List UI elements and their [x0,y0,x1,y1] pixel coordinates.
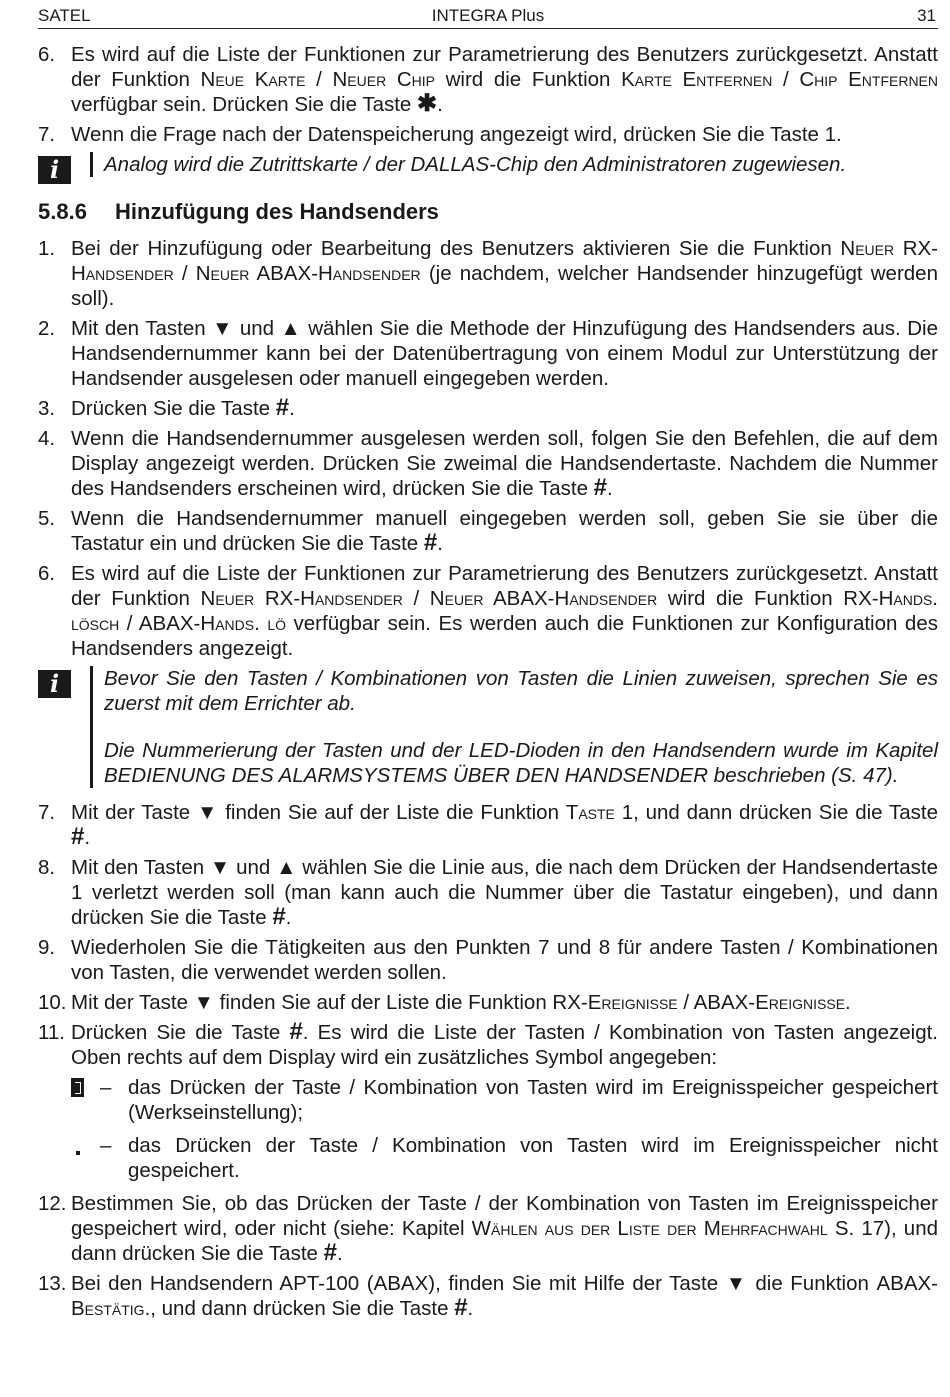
list-item [38,1191,938,1266]
list-item [38,42,938,117]
text-run: verfügbar sein. Drücken Sie die Taste [71,93,418,116]
list-item [38,426,938,501]
text-run: Karte Entfernen / Chip Entfernen [621,68,938,91]
header-brand: SATEL [38,6,91,25]
list-item [38,855,938,930]
page-number: 31 [917,6,936,25]
item-text [71,123,842,146]
key-symbol: # [71,823,85,850]
item-text [71,394,295,421]
step-list-top [38,42,938,147]
info-icon: i [38,156,71,184]
list-item [38,1271,938,1321]
item-text [71,1272,938,1320]
text-run: Neuer RX-Handsender / Neuer ABAX-Handsender [71,237,939,285]
info-note [38,152,938,184]
text-run: Taste [565,801,615,824]
item-number: 3. [38,397,56,420]
text-run: Wenn die Frage nach der Datenspeicherung angezeigt wird, drücken Sie die Taste 1. [71,123,842,146]
list-item [38,506,938,556]
item-number: 6. [38,43,56,66]
item-text [71,507,938,555]
text-run: Bei den Handsendern APT-100 (ABAX), finden Sie mit Hilfe der Taste ▼ die Funktion [71,1272,877,1295]
note-divider [90,152,93,177]
key-symbol: # [454,1294,468,1321]
text-run: , und dann drücken Sie die Taste [150,1297,455,1320]
info-icon: i [38,670,71,698]
list-item [38,236,938,311]
key-symbol: # [275,394,290,421]
item-number: 11. [38,1021,65,1044]
section-number: 5.8.6 [38,199,87,224]
item-text [71,936,938,984]
list-item [38,990,938,1015]
text-run: Wählen aus der Liste der Mehrfachwahl [471,1217,828,1240]
item-number: 8. [38,856,56,879]
text-run: . [289,397,295,420]
item-text [71,801,938,849]
text-run: Es wird auf die Liste der Funktionen zur Parametrierung des Benutzers zurückgesetzt. Anstatt der Funktion [71,43,938,91]
item-number: 7. [38,123,56,146]
step-list-c [38,1191,938,1321]
text-run: Bei der Hinzufügung oder Bearbeitung des Benutzers aktivieren Sie die Funktion [71,237,841,260]
list-item [38,396,938,421]
item-text [71,1192,938,1265]
item-number: 10. [38,991,67,1014]
item-text [71,991,851,1014]
text-run: . [437,93,443,116]
text-run: Drücken Sie die Taste [71,397,276,420]
text-run: Neue Karte / Neuer Chip [200,68,435,91]
text-run: . [337,1242,343,1265]
item-number: 1. [38,237,56,260]
item-number: 12. [38,1192,67,1215]
note-divider [90,666,93,788]
list-item [38,316,938,391]
text-run: Neuer RX-Handsender / Neuer ABAX-Handsender [200,587,658,610]
key-symbol: # [272,903,286,930]
text-run: . Es wird die Liste der Tasten / Kombination von Tasten angezeigt. Oben rechts auf dem Display wird ein zusätzliches Symbol angegeben: [71,1021,938,1069]
list-item [38,1020,938,1070]
text-run: ABAX-Bestätig. [71,1272,938,1320]
page-content [38,42,938,1326]
item-number: 13. [38,1272,67,1295]
text-run: Wenn die Handsendernummer manuell eingegeben werden soll, geben Sie sie über die Tastatur ein und drücken Sie die Taste [71,507,938,555]
text-run: . [437,532,443,555]
item-text [71,317,938,390]
item-text [71,427,938,500]
text-run: verfügbar sein. Es werden auch die Funktionen zur Konfiguration des Handsenders angezeigt. [71,612,938,660]
step-list-b [38,800,938,1070]
note-text: Analog wird die Zutrittskarte / der DALLAS-Chip den Administratoren zugewiesen. [104,153,847,176]
dash: – [100,1076,112,1099]
text-run: Mit den Tasten ▼ und ▲ wählen Sie die Linie aus, die nach dem Drücken der Handsendertaste 1 verletzt werden soll (man kann auch die Nummer über die Tastatur eingeben), und dann drücken Sie die Taste [71,856,938,929]
note-text: Die Nummerierung der Tasten und der LED-Dioden in den Handsendern wurde im Kapitel BEDIENUNG DES ALARMSYSTEMS ÜBER DEN HANDSENDER beschrieben (S. 47). [104,739,938,787]
text-run: wird die Funktion [657,587,844,610]
text-run: Mit der Taste ▼ finden Sie auf der Liste die Funktion [71,801,566,824]
item-number: 6. [38,562,56,585]
item-text [71,43,938,116]
symbol-item-text: das Drücken der Taste / Kombination von Tasten wird im Ereignisspeicher gespeichert (Werkseinstellung); [128,1076,938,1124]
section-title: Hinzufügung des Handsenders [115,199,439,224]
item-number: 5. [38,507,56,530]
text-run: 1, und dann drücken Sie die Taste [614,801,939,824]
key-symbol: # [593,474,608,501]
list-item [38,561,938,661]
filled-box-icon [71,1078,84,1103]
text-run: Wenn die Handsendernummer ausgelesen werden soll, folgen Sie den Befehlen, die auf dem Display angezeigt werden. Drücken Sie zweimal die Handsendertaste. Nachdem die Nummer des Handsenders erscheinen wird, drücken Sie die Taste [71,427,938,500]
text-run: . [845,991,851,1014]
key-symbol: # [289,1018,303,1045]
step-list-a [38,236,938,661]
item-text [71,856,938,929]
text-run: Bestimmen Sie, ob das Drücken der Taste / der Kombination von Tasten im Ereignisspeicher gespeichert wird, oder nicht (siehe: Kapitel [71,1192,938,1240]
dot-icon [71,1136,80,1161]
header-product: INTEGRA Plus [431,6,545,25]
page-header [38,4,938,29]
text-run: wird die Funktion [434,68,622,91]
item-number: 9. [38,936,56,959]
info-note-2 [38,666,938,788]
text-run: (je nachdem, welcher Handsender hinzugefügt werden soll). [71,262,938,310]
section-heading [38,199,938,224]
key-symbol: ✱ [417,90,438,117]
item-text [71,237,938,310]
list-item [38,935,938,985]
item-number: 7. [38,801,56,824]
list-item [38,122,938,147]
text-run: Mit den Tasten ▼ und ▲ wählen Sie die Methode der Hinzufügung des Handsenders aus. Die Handsendernummer kann bei der Datenübertragung von einem Modul zur Unterstützung der Handsender ausgelesen oder manuell eingegeben werden. [71,317,938,390]
note-text: Bevor Sie den Tasten / Kombinationen von Tasten die Linien zuweisen, sprechen Sie es zuerst mit dem Errichter ab. [104,667,938,715]
list-item [38,800,938,850]
text-run: . [84,826,91,849]
item-number: 4. [38,427,56,450]
item-number: 2. [38,317,56,340]
text-run: . [607,477,613,500]
symbol-item [38,1133,938,1183]
text-run: Wiederholen Sie die Tätigkeiten aus den Punkten 7 und 8 für andere Tasten / Kombinationen von Tasten, die verwendet werden sollen. [71,936,938,984]
text-run: S. 17), und dann drücken Sie die Taste [71,1217,938,1265]
symbol-item-text: das Drücken der Taste / Kombination von Tasten wird im Ereignisspeicher nicht gespeichert. [128,1134,938,1182]
text-run: Es wird auf die Liste der Funktionen zur Parametrierung des Benutzers zurückgesetzt. Anstatt der Funktion [71,562,938,610]
text-run: Mit der Taste ▼ finden Sie auf der Liste die Funktion [71,991,553,1014]
item-text [71,1018,938,1069]
dash: – [100,1134,112,1157]
symbol-item [38,1075,938,1125]
key-symbol: # [323,1239,337,1266]
item-text [71,562,938,660]
key-symbol: # [423,529,438,556]
text-run: RX-Ereignisse / ABAX-Ereignisse [552,991,846,1014]
text-run: . [285,906,292,929]
text-run: RX-Hands. lösch / ABAX-Hands. lö [71,587,938,635]
text-run: . [467,1297,474,1320]
text-run: Drücken Sie die Taste [71,1021,290,1044]
